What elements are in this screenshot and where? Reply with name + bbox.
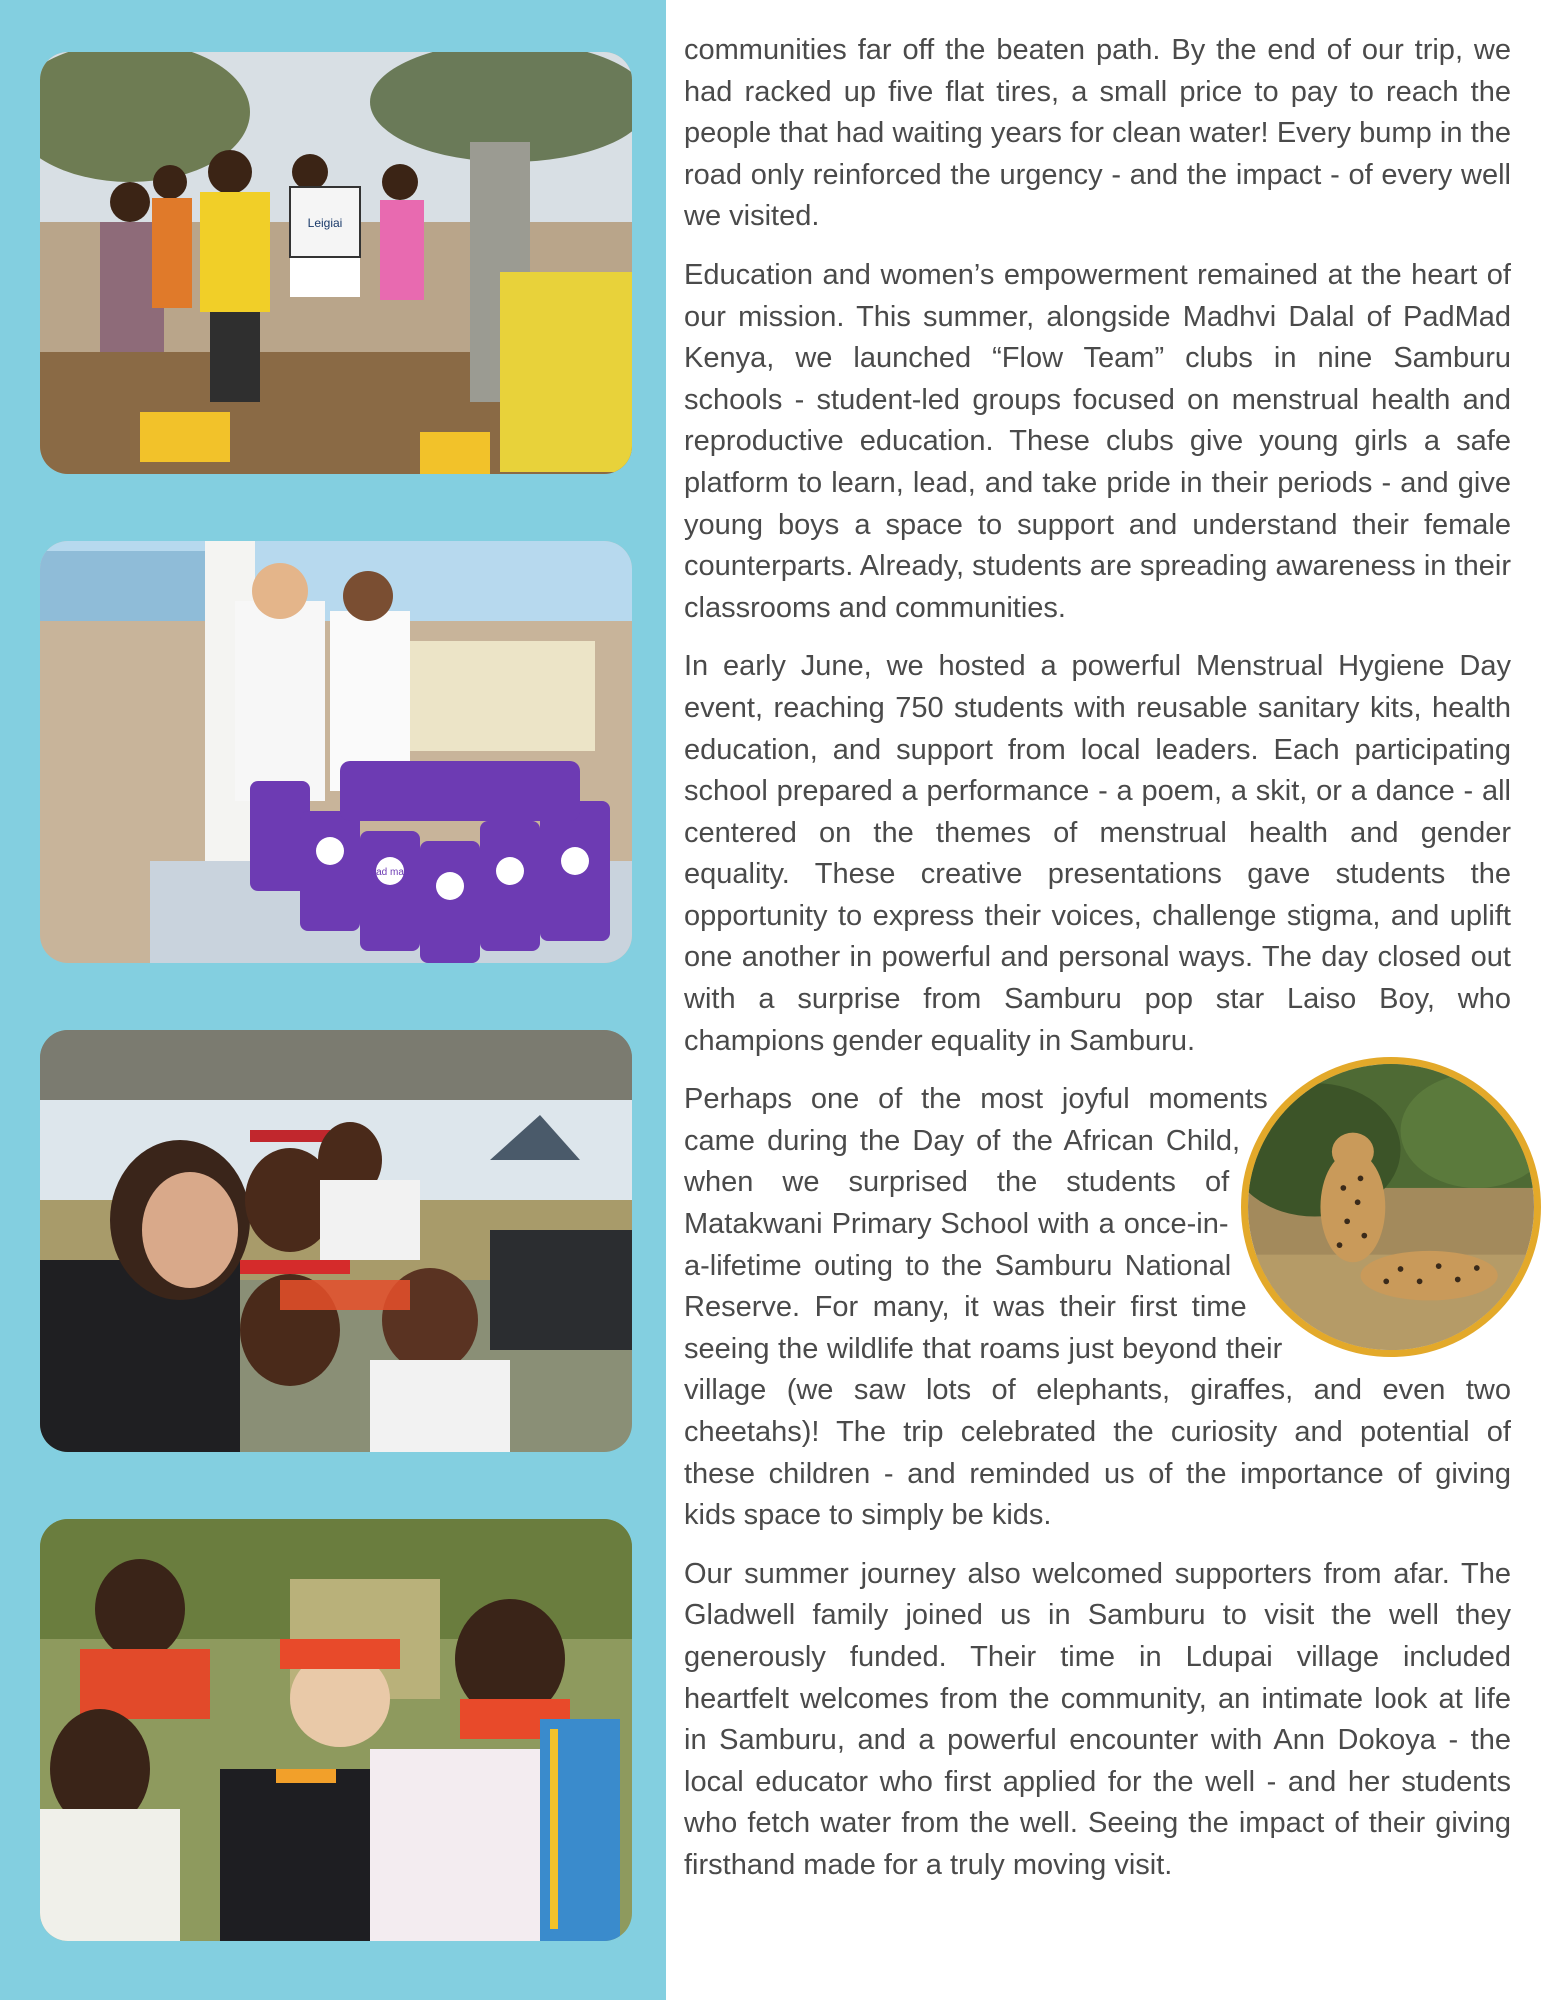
- samburu-beaded-collar-image: [40, 1519, 632, 1941]
- paragraph-african-child: Perhaps one of the most joyful moments came during the Day of the African Child, when we surprised the students of Matakwani Primary School with a once-in-a-lifetime outing to the Samburu National Reserve. For many, it was their first time seeing the wildlife that roams just beyond their village (we saw lots of elephants, giraffes, and even two cheetahs)! The trip celebrated the curiosity and potential of these children - and reminded us of the importance of giving kids space to simply be kids.: [684, 1083, 1511, 1532]
- cheetahs-image: [1248, 1064, 1534, 1350]
- photo-sidebar: [0, 0, 666, 2000]
- paragraph-education: Education and women’s empowerment remained at the heart of our mission. This summer, alongside Madhvi Dalal of PadMad Kenya, we launched “Flow Team” clubs in nine Samburu schools - student-led groups focused on menstrual health and reproductive education. These clubs give young girls a safe platform to learn, lead, and take pride in their periods - and give young boys a space to support and understand their female counterparts. Already, students are spreading awareness in their classrooms and communities.: [684, 258, 1511, 624]
- kit-label-text: pad mad: [370, 867, 410, 878]
- paragraph-hygiene-day: In early June, we hosted a powerful Menstrual Hygiene Day event, reaching 750 students with reusable sanitary kits, health education, and support from local leaders. Each participating school prepared a performance - a poem, a skit, or a dance - all centered on the themes of menstrual health and gender equality. These creative presentations gave students the opportunity to express their voices, challenge stigma, and uplift one another in powerful and personal ways. The day closed out with a surprise from Samburu pop star Laiso Boy, who champions gender equality in Samburu.: [684, 650, 1511, 1057]
- samburu-beaded-collar-photo: [40, 1519, 632, 1941]
- safari-vehicle-selfie-image: [40, 1030, 632, 1452]
- paragraph-gladwell: Our summer journey also welcomed supporters from afar. The Gladwell family joined us in Samburu to visit the well they generously funded. Their time in Ldupai village included heartfelt welcomes from the community, an intimate look at life in Samburu, and a powerful encounter with Ann Dokoya - the local educator who first applied for the well - and her students who fetch water from the well. Seeing the impact of their giving firsthand made for a truly moving visit.: [684, 1557, 1511, 1881]
- well-sign-text: Leigiai: [307, 216, 343, 230]
- padmad-kits-photo: [40, 541, 632, 963]
- paragraph-flat-tires: communities far off the beaten path. By the end of our trip, we had racked up five flat tires, a small price to pay to reach the people that had waiting years for clean water! Every bump in the road only reinforced the urgency - and the impact - of every well we visited.: [684, 34, 1511, 233]
- safari-vehicle-selfie-photo: [40, 1030, 632, 1452]
- article-text: [684, 30, 1511, 1904]
- children-at-well-photo: [40, 52, 632, 474]
- children-at-well-image: [40, 52, 632, 474]
- cheetahs-photo: [1241, 1057, 1541, 1357]
- padmad-kits-image: [40, 541, 632, 963]
